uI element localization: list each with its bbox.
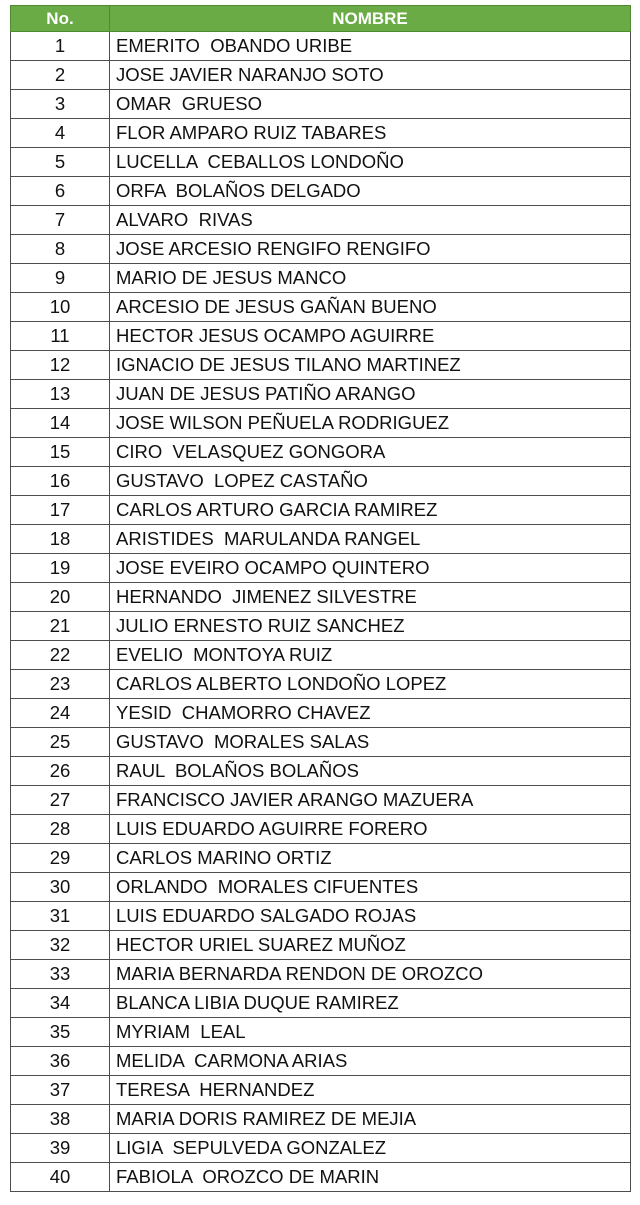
row-number-cell: 10 — [11, 293, 110, 322]
table-body — [11, 32, 631, 1192]
row-name-cell: MARIA BERNARDA RENDON DE OROZCO — [110, 960, 631, 989]
table-row — [11, 815, 631, 844]
row-number-cell: 6 — [11, 177, 110, 206]
table-row — [11, 670, 631, 699]
row-number-cell: 25 — [11, 728, 110, 757]
header-row — [11, 6, 631, 32]
row-number-cell: 31 — [11, 902, 110, 931]
row-number-cell: 16 — [11, 467, 110, 496]
table-row — [11, 699, 631, 728]
table-row — [11, 525, 631, 554]
row-name-cell: FABIOLA OROZCO DE MARIN — [110, 1163, 631, 1192]
row-name-cell: MYRIAM LEAL — [110, 1018, 631, 1047]
table-row — [11, 322, 631, 351]
table-row — [11, 264, 631, 293]
row-number-cell: 23 — [11, 670, 110, 699]
row-number-cell: 17 — [11, 496, 110, 525]
row-number-cell: 39 — [11, 1134, 110, 1163]
row-number-cell: 4 — [11, 119, 110, 148]
row-number-cell: 37 — [11, 1076, 110, 1105]
row-name-cell: LUIS EDUARDO SALGADO ROJAS — [110, 902, 631, 931]
row-name-cell: LUIS EDUARDO AGUIRRE FORERO — [110, 815, 631, 844]
row-number-cell: 40 — [11, 1163, 110, 1192]
row-number-cell: 34 — [11, 989, 110, 1018]
table-row — [11, 351, 631, 380]
row-number-cell: 26 — [11, 757, 110, 786]
row-name-cell: JOSE EVEIRO OCAMPO QUINTERO — [110, 554, 631, 583]
table-row — [11, 61, 631, 90]
row-number-cell: 8 — [11, 235, 110, 264]
table-row — [11, 32, 631, 61]
row-number-cell: 22 — [11, 641, 110, 670]
row-name-cell: ALVARO RIVAS — [110, 206, 631, 235]
row-number-cell: 20 — [11, 583, 110, 612]
table-row — [11, 467, 631, 496]
row-name-cell: MARIA DORIS RAMIREZ DE MEJIA — [110, 1105, 631, 1134]
row-name-cell: BLANCA LIBIA DUQUE RAMIREZ — [110, 989, 631, 1018]
row-number-cell: 38 — [11, 1105, 110, 1134]
row-number-cell: 7 — [11, 206, 110, 235]
row-name-cell: MARIO DE JESUS MANCO — [110, 264, 631, 293]
column-header-name: NOMBRE — [110, 6, 631, 32]
row-number-cell: 21 — [11, 612, 110, 641]
row-name-cell: MELIDA CARMONA ARIAS — [110, 1047, 631, 1076]
row-name-cell: EMERITO OBANDO URIBE — [110, 32, 631, 61]
row-name-cell: YESID CHAMORRO CHAVEZ — [110, 699, 631, 728]
row-number-cell: 13 — [11, 380, 110, 409]
row-name-cell: OMAR GRUESO — [110, 90, 631, 119]
row-name-cell: CARLOS ALBERTO LONDOÑO LOPEZ — [110, 670, 631, 699]
row-number-cell: 11 — [11, 322, 110, 351]
row-number-cell: 27 — [11, 786, 110, 815]
row-name-cell: CARLOS ARTURO GARCIA RAMIREZ — [110, 496, 631, 525]
row-number-cell: 12 — [11, 351, 110, 380]
names-table — [10, 5, 631, 1192]
row-name-cell: ARISTIDES MARULANDA RANGEL — [110, 525, 631, 554]
row-name-cell: CIRO VELASQUEZ GONGORA — [110, 438, 631, 467]
row-number-cell: 5 — [11, 148, 110, 177]
table-header — [11, 6, 631, 32]
table-row — [11, 90, 631, 119]
row-number-cell: 15 — [11, 438, 110, 467]
row-name-cell: EVELIO MONTOYA RUIZ — [110, 641, 631, 670]
row-name-cell: ORFA BOLAÑOS DELGADO — [110, 177, 631, 206]
row-name-cell: HERNANDO JIMENEZ SILVESTRE — [110, 583, 631, 612]
row-name-cell: HECTOR JESUS OCAMPO AGUIRRE — [110, 322, 631, 351]
table-row — [11, 206, 631, 235]
table-row — [11, 786, 631, 815]
row-name-cell: HECTOR URIEL SUAREZ MUÑOZ — [110, 931, 631, 960]
row-name-cell: JULIO ERNESTO RUIZ SANCHEZ — [110, 612, 631, 641]
row-number-cell: 19 — [11, 554, 110, 583]
row-name-cell: FRANCISCO JAVIER ARANGO MAZUERA — [110, 786, 631, 815]
row-number-cell: 33 — [11, 960, 110, 989]
row-name-cell: LUCELLA CEBALLOS LONDOÑO — [110, 148, 631, 177]
row-number-cell: 28 — [11, 815, 110, 844]
row-number-cell: 2 — [11, 61, 110, 90]
table-row — [11, 1076, 631, 1105]
table-row — [11, 1018, 631, 1047]
row-number-cell: 14 — [11, 409, 110, 438]
table-row — [11, 1047, 631, 1076]
table-row — [11, 380, 631, 409]
row-number-cell: 35 — [11, 1018, 110, 1047]
row-name-cell: RAUL BOLAÑOS BOLAÑOS — [110, 757, 631, 786]
row-number-cell: 29 — [11, 844, 110, 873]
table-row — [11, 844, 631, 873]
row-name-cell: IGNACIO DE JESUS TILANO MARTINEZ — [110, 351, 631, 380]
table-row — [11, 235, 631, 264]
row-name-cell: TERESA HERNANDEZ — [110, 1076, 631, 1105]
row-number-cell: 9 — [11, 264, 110, 293]
table-row — [11, 931, 631, 960]
table-row — [11, 612, 631, 641]
table-row — [11, 641, 631, 670]
table-row — [11, 177, 631, 206]
table-row — [11, 728, 631, 757]
table-row — [11, 989, 631, 1018]
row-number-cell: 18 — [11, 525, 110, 554]
table-row — [11, 1134, 631, 1163]
row-number-cell: 36 — [11, 1047, 110, 1076]
table-row — [11, 960, 631, 989]
row-name-cell: GUSTAVO LOPEZ CASTAÑO — [110, 467, 631, 496]
row-name-cell: CARLOS MARINO ORTIZ — [110, 844, 631, 873]
table-row — [11, 757, 631, 786]
table-row — [11, 902, 631, 931]
table-row — [11, 1163, 631, 1192]
table-row — [11, 119, 631, 148]
row-name-cell: LIGIA SEPULVEDA GONZALEZ — [110, 1134, 631, 1163]
table-row — [11, 438, 631, 467]
table-row — [11, 148, 631, 177]
names-sheet — [10, 5, 630, 1192]
row-number-cell: 1 — [11, 32, 110, 61]
table-row — [11, 409, 631, 438]
table-row — [11, 583, 631, 612]
row-name-cell: JOSE JAVIER NARANJO SOTO — [110, 61, 631, 90]
row-name-cell: ORLANDO MORALES CIFUENTES — [110, 873, 631, 902]
row-name-cell: GUSTAVO MORALES SALAS — [110, 728, 631, 757]
table-row — [11, 1105, 631, 1134]
row-name-cell: FLOR AMPARO RUIZ TABARES — [110, 119, 631, 148]
row-number-cell: 32 — [11, 931, 110, 960]
table-row — [11, 554, 631, 583]
row-number-cell: 24 — [11, 699, 110, 728]
table-row — [11, 496, 631, 525]
table-row — [11, 293, 631, 322]
row-name-cell: JOSE ARCESIO RENGIFO RENGIFO — [110, 235, 631, 264]
row-name-cell: JOSE WILSON PEÑUELA RODRIGUEZ — [110, 409, 631, 438]
row-number-cell: 30 — [11, 873, 110, 902]
row-number-cell: 3 — [11, 90, 110, 119]
row-name-cell: ARCESIO DE JESUS GAÑAN BUENO — [110, 293, 631, 322]
row-name-cell: JUAN DE JESUS PATIÑO ARANGO — [110, 380, 631, 409]
table-row — [11, 873, 631, 902]
column-header-number: No. — [11, 6, 110, 32]
